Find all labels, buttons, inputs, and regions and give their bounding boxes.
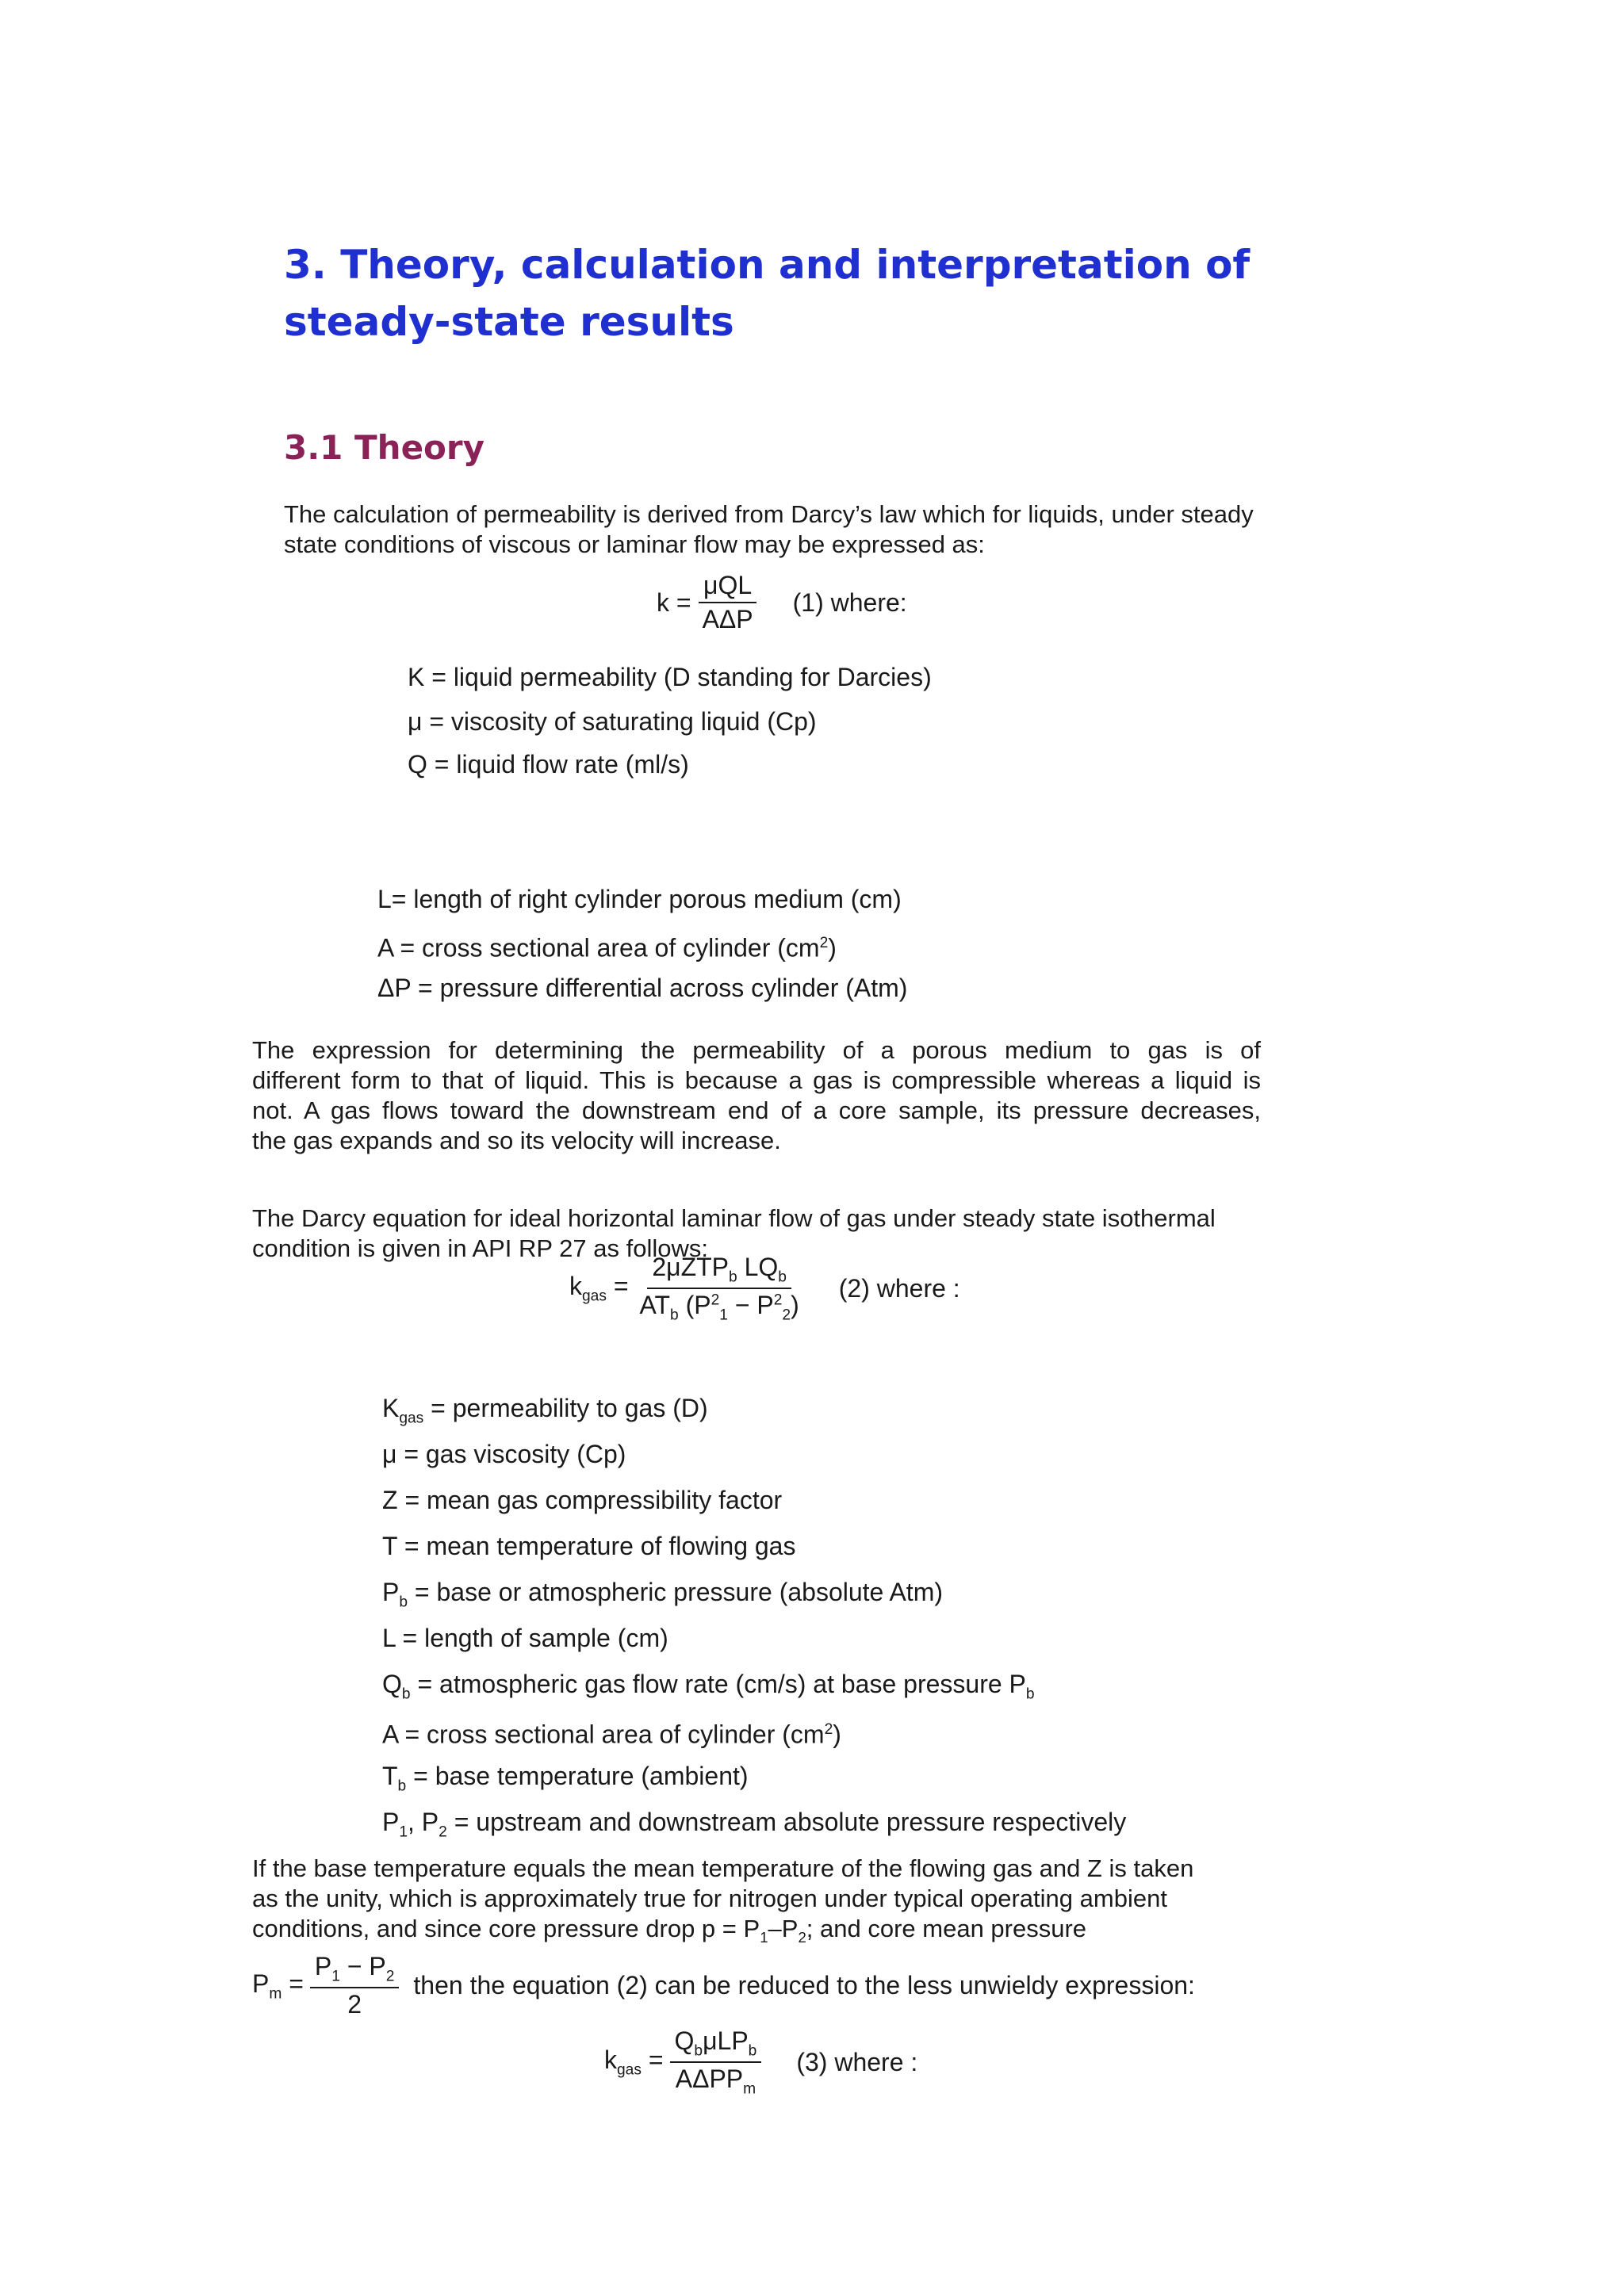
base-line-1: If the base temperature equals the mean temperature of the flowing gas and Z is taken [252, 1854, 1194, 1882]
base-line-3: conditions, and since core pressure drop $p = P_1-P_2$; and core mean pressure [252, 1915, 1087, 1946]
subsection-title: 3.1 Theory [284, 428, 485, 467]
eq3-denominator: $A\Delta PP_m$ [675, 2064, 756, 2098]
def-dp: ΔP = pressure differential across cylinder (Atm) [377, 974, 908, 1002]
gas-line-1: The expression for determining the permeability of a porous medium to gas is of [252, 1036, 1261, 1064]
def-mu: μ = viscosity of saturating liquid (Cp) [408, 707, 817, 736]
eq3-fraction [670, 2026, 762, 2099]
eq2-fraction [635, 1253, 804, 1325]
section-title-line1: 3. Theory, calculation and interpretation of [284, 242, 1251, 288]
base-line-2: as the unity, which is approximately true for nitrogen under typical operating ambient [252, 1885, 1167, 1912]
eq1-numerator: μQL [699, 571, 756, 603]
darcy-line-1: The Darcy equation for ideal horizontal laminar flow of gas under steady state isothermal [252, 1204, 1216, 1232]
def-gas-a: A = cross sectional area of cylinder $(cm^2)$ [382, 1720, 841, 1749]
equation-3 [604, 2026, 917, 2099]
def-pb: $P_b$ = base or atmospheric pressure (absolute Atm) [382, 1578, 943, 1611]
def-p1-p2: $P_1$, $P_2$ = upstream and downstream absolute pressure respectively [382, 1808, 1127, 1841]
eq1-lhs: k = [657, 587, 691, 617]
def-a: A = cross sectional area of cylinder $(cm^2)$ [377, 933, 837, 962]
eq2-denominator: $AT_b$ $(P^2_1 - P^2_2)$ [639, 1291, 799, 1324]
eq3-lhs: $k_{gas}$ = [604, 2045, 664, 2079]
def-t: T = mean temperature of flowing gas [382, 1532, 796, 1560]
section-title [284, 236, 1250, 350]
pm-tail-text: then the equation (2) can be reduced to the less unwieldy expression: [413, 1971, 1195, 2000]
intro-line-1: The calculation of permeability is derived from Darcy’s law which for liquids, under steady [284, 500, 1254, 528]
base-temperature-paragraph [252, 1854, 1193, 1953]
gas-line-2: different form to that of liquid. This is because a gas is compressible whereas a liquid is [252, 1066, 1261, 1094]
gas-paragraph [252, 1035, 1261, 1156]
def-gas-mu: μ = gas viscosity (Cp) [382, 1440, 626, 1468]
pm-lhs: $P_m$ = [252, 1969, 304, 2002]
def-kgas: $K_{gas}$ = permeability to gas (D) [382, 1394, 708, 1427]
equation-1 [657, 571, 907, 634]
gas-line-4: the gas expands and so its velocity will increase. [252, 1127, 781, 1154]
eq1-fraction [698, 571, 758, 634]
pm-fraction [310, 1952, 400, 2019]
def-qb: $Q_b$ = atmospheric gas flow rate (cm/s) at base pressure $P_b$ [382, 1670, 1035, 1703]
gas-line-3: not. A gas flows toward the downstream end of a core sample, its pressure decreases, [252, 1096, 1261, 1124]
pm-numerator: $P_1 - P_2$ [310, 1952, 400, 1988]
definitions-eq2 [382, 1392, 1126, 1848]
equation-2 [569, 1253, 960, 1325]
intro-line-2: state conditions of viscous or laminar flow may be expressed as: [284, 530, 985, 558]
eq2-lhs: $k_{gas}$ = [569, 1272, 629, 1305]
equation-mean-pressure [252, 1952, 1195, 2019]
def-tb: $T_b$ = base temperature (ambient) [382, 1762, 749, 1795]
def-z: Z = mean gas compressibility factor [382, 1486, 783, 1514]
eq1-denominator: AΔP [702, 605, 753, 633]
definitions-eq1 [408, 661, 932, 780]
eq2-label: (2) where : [838, 1273, 960, 1303]
def-k: K = liquid permeability (D standing for Darcies) [408, 663, 932, 691]
eq3-label: (3) where : [796, 2047, 918, 2076]
intro-paragraph [284, 499, 1254, 560]
pm-denominator: 2 [347, 1990, 362, 2019]
def-q: Q = liquid flow rate (ml/s) [408, 750, 689, 779]
def-l: L= length of right cylinder porous medium (cm) [377, 885, 902, 913]
definitions-eq1-continued [377, 883, 907, 1004]
darcy-line-2: condition is given in API RP 27 as follows: [252, 1234, 708, 1262]
eq2-numerator: 2μZTP$_b$ $LQ_b$ [647, 1253, 791, 1289]
eq3-numerator: $Q_b\mu LP_b$ [670, 2026, 762, 2063]
def-gas-l: L = length of sample (cm) [382, 1624, 668, 1652]
section-title-line2: steady-state results [284, 299, 734, 345]
eq1-label: (1) where: [792, 587, 907, 617]
